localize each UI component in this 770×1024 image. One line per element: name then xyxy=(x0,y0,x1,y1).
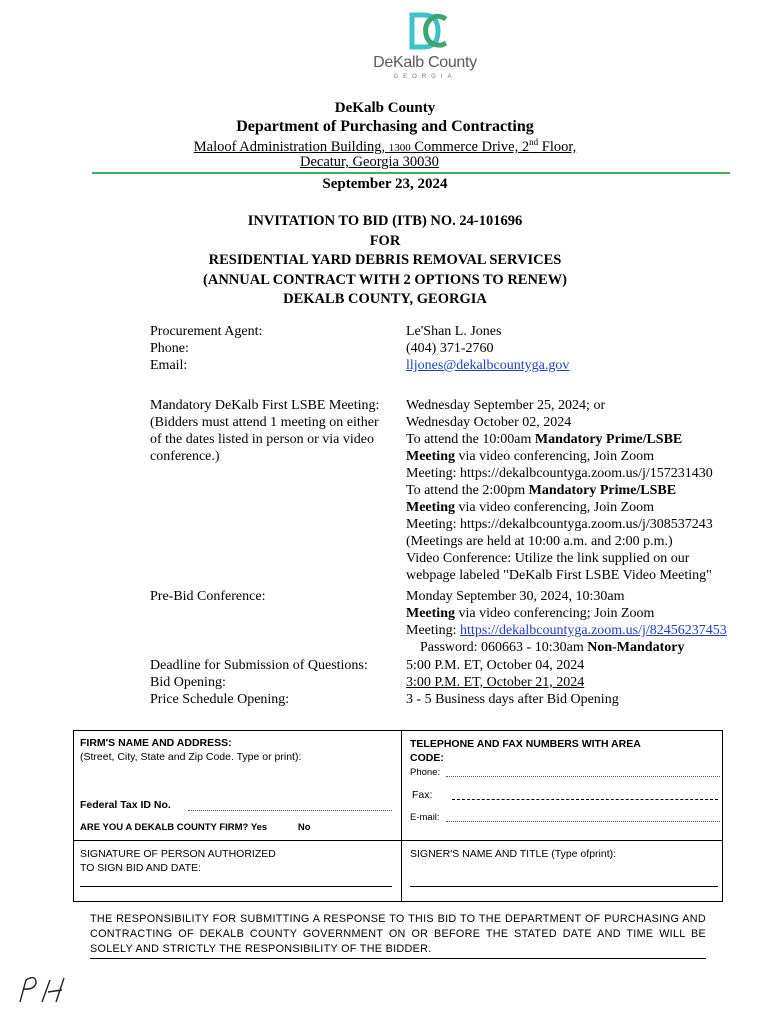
tax-id-label: Federal Tax ID No. xyxy=(80,799,171,811)
address-line xyxy=(0,137,770,156)
lsbe-values xyxy=(406,397,756,584)
deadline-labels xyxy=(150,657,368,708)
questions-label: Deadline for Submission of Questions: xyxy=(150,658,368,673)
price-opening-label: Price Schedule Opening: xyxy=(150,692,290,707)
signature-cell xyxy=(80,847,395,875)
prebid-password: Password: 060663 - 10:30am xyxy=(420,640,588,655)
tax-id-field[interactable] xyxy=(188,810,392,811)
price-opening-value: 3 - 5 Business days after Bid Opening xyxy=(406,692,619,707)
signer-label: SIGNER'S NAME AND TITLE (Type ofprint): xyxy=(410,848,617,860)
lsbe-label-4: conference.) xyxy=(150,449,220,464)
firm-title: FIRM'S NAME AND ADDRESS: xyxy=(80,737,232,749)
firm-cell xyxy=(80,736,395,764)
address-sup: nd xyxy=(529,137,539,147)
phone-label-cell: Phone: xyxy=(410,767,441,778)
lsbe-line-6a: To attend the 2:00pm xyxy=(406,483,529,498)
lsbe-line-6 xyxy=(406,482,756,499)
lsbe-line-3 xyxy=(406,431,756,448)
agent-email-link[interactable]: lljones@dekalbcountyga.gov xyxy=(406,358,570,373)
handwritten-initials xyxy=(14,972,66,1006)
prebid-zoom-link[interactable]: https://dekalbcountyga.zoom.us/j/82456237453 xyxy=(460,623,727,638)
lsbe-label-2: (Bidders must attend 1 meeting on either xyxy=(150,415,379,430)
responsibility-notice: THE RESPONSIBILITY FOR SUBMITTING A RESPONSE TO THIS BID TO THE DEPARTMENT OF PURCHASING AND CONTRACTING OF DEKALB COUNTY GOVERNMENT ON OR BEFORE THE STATED DATE AND TIME WILL BE SOLELY AND STRICTLY THE RESPONSIBILITY OF THE BIDDER. xyxy=(90,913,706,955)
lsbe-line-7a: Meeting xyxy=(406,500,455,515)
lsbe-label-1: Mandatory DeKalb First LSBE Meeting: xyxy=(150,398,380,413)
signature-label-2: TO SIGN BID AND DATE: xyxy=(80,862,201,874)
prebid-line-2a: Meeting xyxy=(406,606,455,621)
prebid-line-2b: via video conferencing; Join Zoom xyxy=(454,606,655,621)
box-horizontal-divider xyxy=(73,840,723,841)
fax-label-cell: Fax: xyxy=(412,789,433,801)
dekalb-firm-no[interactable]: No xyxy=(297,822,311,833)
email-label: Email: xyxy=(150,358,188,373)
lsbe-line-4a: Meeting xyxy=(406,449,455,464)
notice-underline xyxy=(90,958,706,959)
email-field[interactable] xyxy=(446,821,720,822)
prebid-line-4 xyxy=(406,639,756,656)
fax-field[interactable] xyxy=(452,799,718,800)
telephone-title-1: TELEPHONE AND FAX NUMBERS WITH AREA xyxy=(410,738,641,750)
logo-name: DeKalb County xyxy=(373,54,477,71)
lsbe-labels xyxy=(150,397,379,465)
lsbe-video-1: Video Conference: Utilize the link supplied on our xyxy=(406,551,690,566)
county-title: DeKalb County xyxy=(334,100,436,116)
prebid-line-2 xyxy=(406,605,756,622)
agent-label: Procurement Agent: xyxy=(150,324,263,339)
department-title: Department of Purchasing and Contracting xyxy=(236,118,534,135)
lsbe-zoom-2[interactable]: Meeting: https://dekalbcountyga.zoom.us/j/308537243 xyxy=(406,517,713,532)
dekalb-firm-question: ARE YOU A DEKALB COUNTY FIRM? Yes xyxy=(80,822,268,833)
prebid-line-3a: Meeting: xyxy=(406,623,461,638)
dekalb-logo xyxy=(350,12,500,84)
telephone-cell xyxy=(410,737,720,765)
lsbe-line-4 xyxy=(406,448,756,465)
document-date: September 23, 2024 xyxy=(322,176,448,192)
questions-deadline: 5:00 P.M. ET, October 04, 2024 xyxy=(406,658,585,673)
city-line: Decatur, Georgia 30030 xyxy=(300,154,439,170)
lsbe-line-7b: via video conferencing, Join Zoom xyxy=(454,500,655,515)
itb-contract: (ANNUAL CONTRACT WITH 2 OPTIONS TO RENEW) xyxy=(203,271,567,288)
lsbe-times: (Meetings are held at 10:00 a.m. and 2:00 p.m.) xyxy=(406,534,673,549)
signature-field[interactable] xyxy=(80,886,392,887)
dekalb-dc-logo-icon xyxy=(408,12,448,50)
phone-field[interactable] xyxy=(446,776,720,777)
lsbe-date-2: Wednesday October 02, 2024 xyxy=(406,415,572,430)
bid-opening-label: Bid Opening: xyxy=(150,675,226,690)
prebid-label: Pre-Bid Conference: xyxy=(150,589,266,604)
telephone-title-2: CODE: xyxy=(410,752,444,764)
itb-number: INVITATION TO BID (ITB) NO. 24-101696 xyxy=(247,213,523,229)
prebid-non-mandatory: Non-Mandatory xyxy=(587,640,685,655)
firm-subtitle: (Street, City, State and Zip Code. Type or print): xyxy=(80,751,302,763)
email-label-cell: E-mail: xyxy=(410,812,440,823)
agent-name: Le'Shan L. Jones xyxy=(406,324,502,339)
lsbe-label-3: of the dates listed in person or via video xyxy=(150,432,374,447)
lsbe-line-3b: Mandatory Prime/LSBE xyxy=(534,432,683,447)
address-part-c: Floor, xyxy=(538,138,577,155)
itb-for: FOR xyxy=(369,232,401,249)
phone-label: Phone: xyxy=(150,341,189,356)
itb-location: DEKALB COUNTY, GEORGIA xyxy=(283,291,487,307)
logo-subtitle: GEORGIA xyxy=(393,74,457,80)
lsbe-line-7 xyxy=(406,499,756,516)
lsbe-line-4b: via video conferencing, Join Zoom xyxy=(454,449,655,464)
address-number: 1300 xyxy=(388,141,411,154)
prebid-line-3 xyxy=(406,622,756,639)
prebid-values xyxy=(406,588,756,656)
address-part-b: Commerce Drive, 2 xyxy=(410,138,530,155)
contact-values xyxy=(406,323,756,374)
contact-labels xyxy=(150,323,262,374)
signature-label-1: SIGNATURE OF PERSON AUTHORIZED xyxy=(80,848,276,860)
lsbe-video-2: webpage labeled "DeKalb First LSBE Video Meeting" xyxy=(406,568,712,583)
agent-phone: (404) 371-2760 xyxy=(406,341,494,356)
lsbe-line-6b: Mandatory Prime/LSBE xyxy=(528,483,677,498)
prebid-date: Monday September 30, 2024, 10:30am xyxy=(406,589,625,604)
itb-title-block xyxy=(0,212,770,310)
address-part-a: Maloof Administration Building, xyxy=(193,138,389,155)
lsbe-line-3a: To attend the 10:00am xyxy=(406,432,535,447)
lsbe-zoom-1[interactable]: Meeting: https://dekalbcountyga.zoom.us/j/157231430 xyxy=(406,466,713,481)
dekalb-firm-row xyxy=(80,821,400,835)
signer-field[interactable] xyxy=(410,886,718,887)
box-vertical-divider xyxy=(401,730,402,902)
itb-service: RESIDENTIAL YARD DEBRIS REMOVAL SERVICES xyxy=(208,252,562,268)
lsbe-date-1: Wednesday September 25, 2024; or xyxy=(406,398,606,413)
deadline-values xyxy=(406,657,756,708)
bid-opening-date: 3:00 P.M. ET, October 21, 2024 xyxy=(406,675,585,690)
header-divider xyxy=(92,172,730,174)
